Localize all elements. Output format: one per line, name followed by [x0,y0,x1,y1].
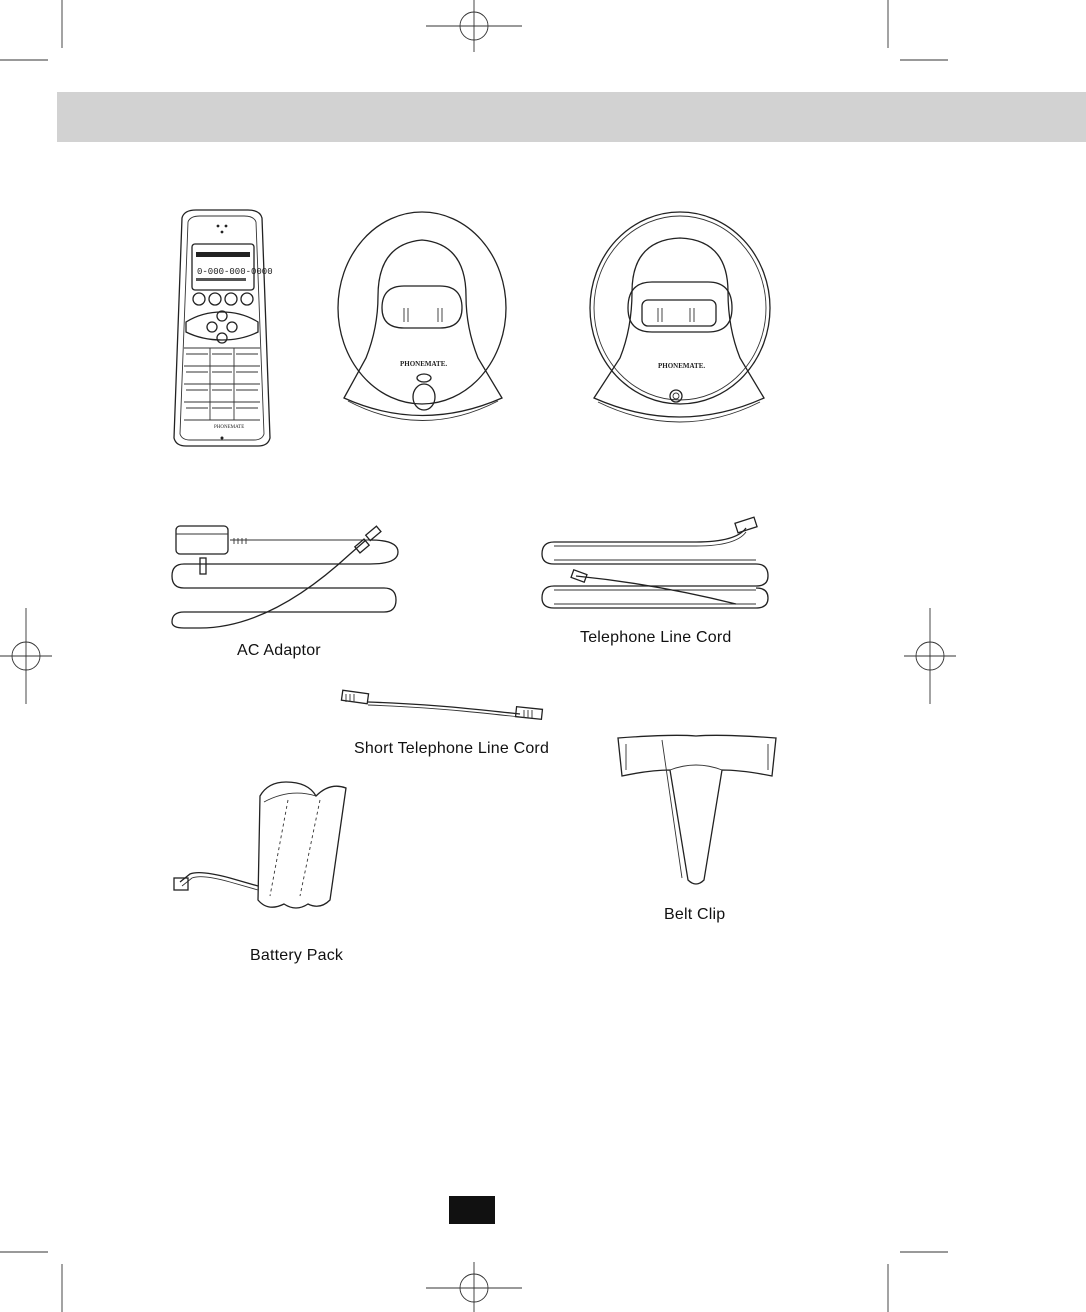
handset-brand-logo: PHONEMATE [214,425,245,430]
short-telephone-line-cord-caption: Short Telephone Line Cord [354,740,550,757]
battery-pack-caption: Battery Pack [250,947,344,964]
registration-mark-right [904,608,956,704]
base-unit-rear-illustration [588,208,778,448]
short-telephone-line-cord-illustration [332,690,552,730]
registration-mark-bottom [426,1262,522,1312]
belt-clip-caption: Belt Clip [664,906,726,923]
handset-illustration [172,208,272,448]
telephone-line-cord-caption: Telephone Line Cord [580,629,732,646]
base-unit-front-illustration [338,208,508,448]
registration-mark-top [426,0,522,52]
telephone-line-cord-illustration [536,514,776,614]
page-number-tab [449,1196,495,1224]
belt-clip-illustration [612,730,782,890]
registration-mark-left [0,608,52,704]
base-front-brand-logo: PHONEMATE. [400,360,448,368]
base-rear-brand-logo: PHONEMATE. [658,362,706,370]
ac-adaptor-illustration [170,520,410,630]
ac-adaptor-caption: AC Adaptor [237,642,321,659]
battery-pack-illustration [170,778,360,918]
handset-screen-number: 0-000-000-0000 [197,267,273,277]
header-band [57,92,1086,142]
